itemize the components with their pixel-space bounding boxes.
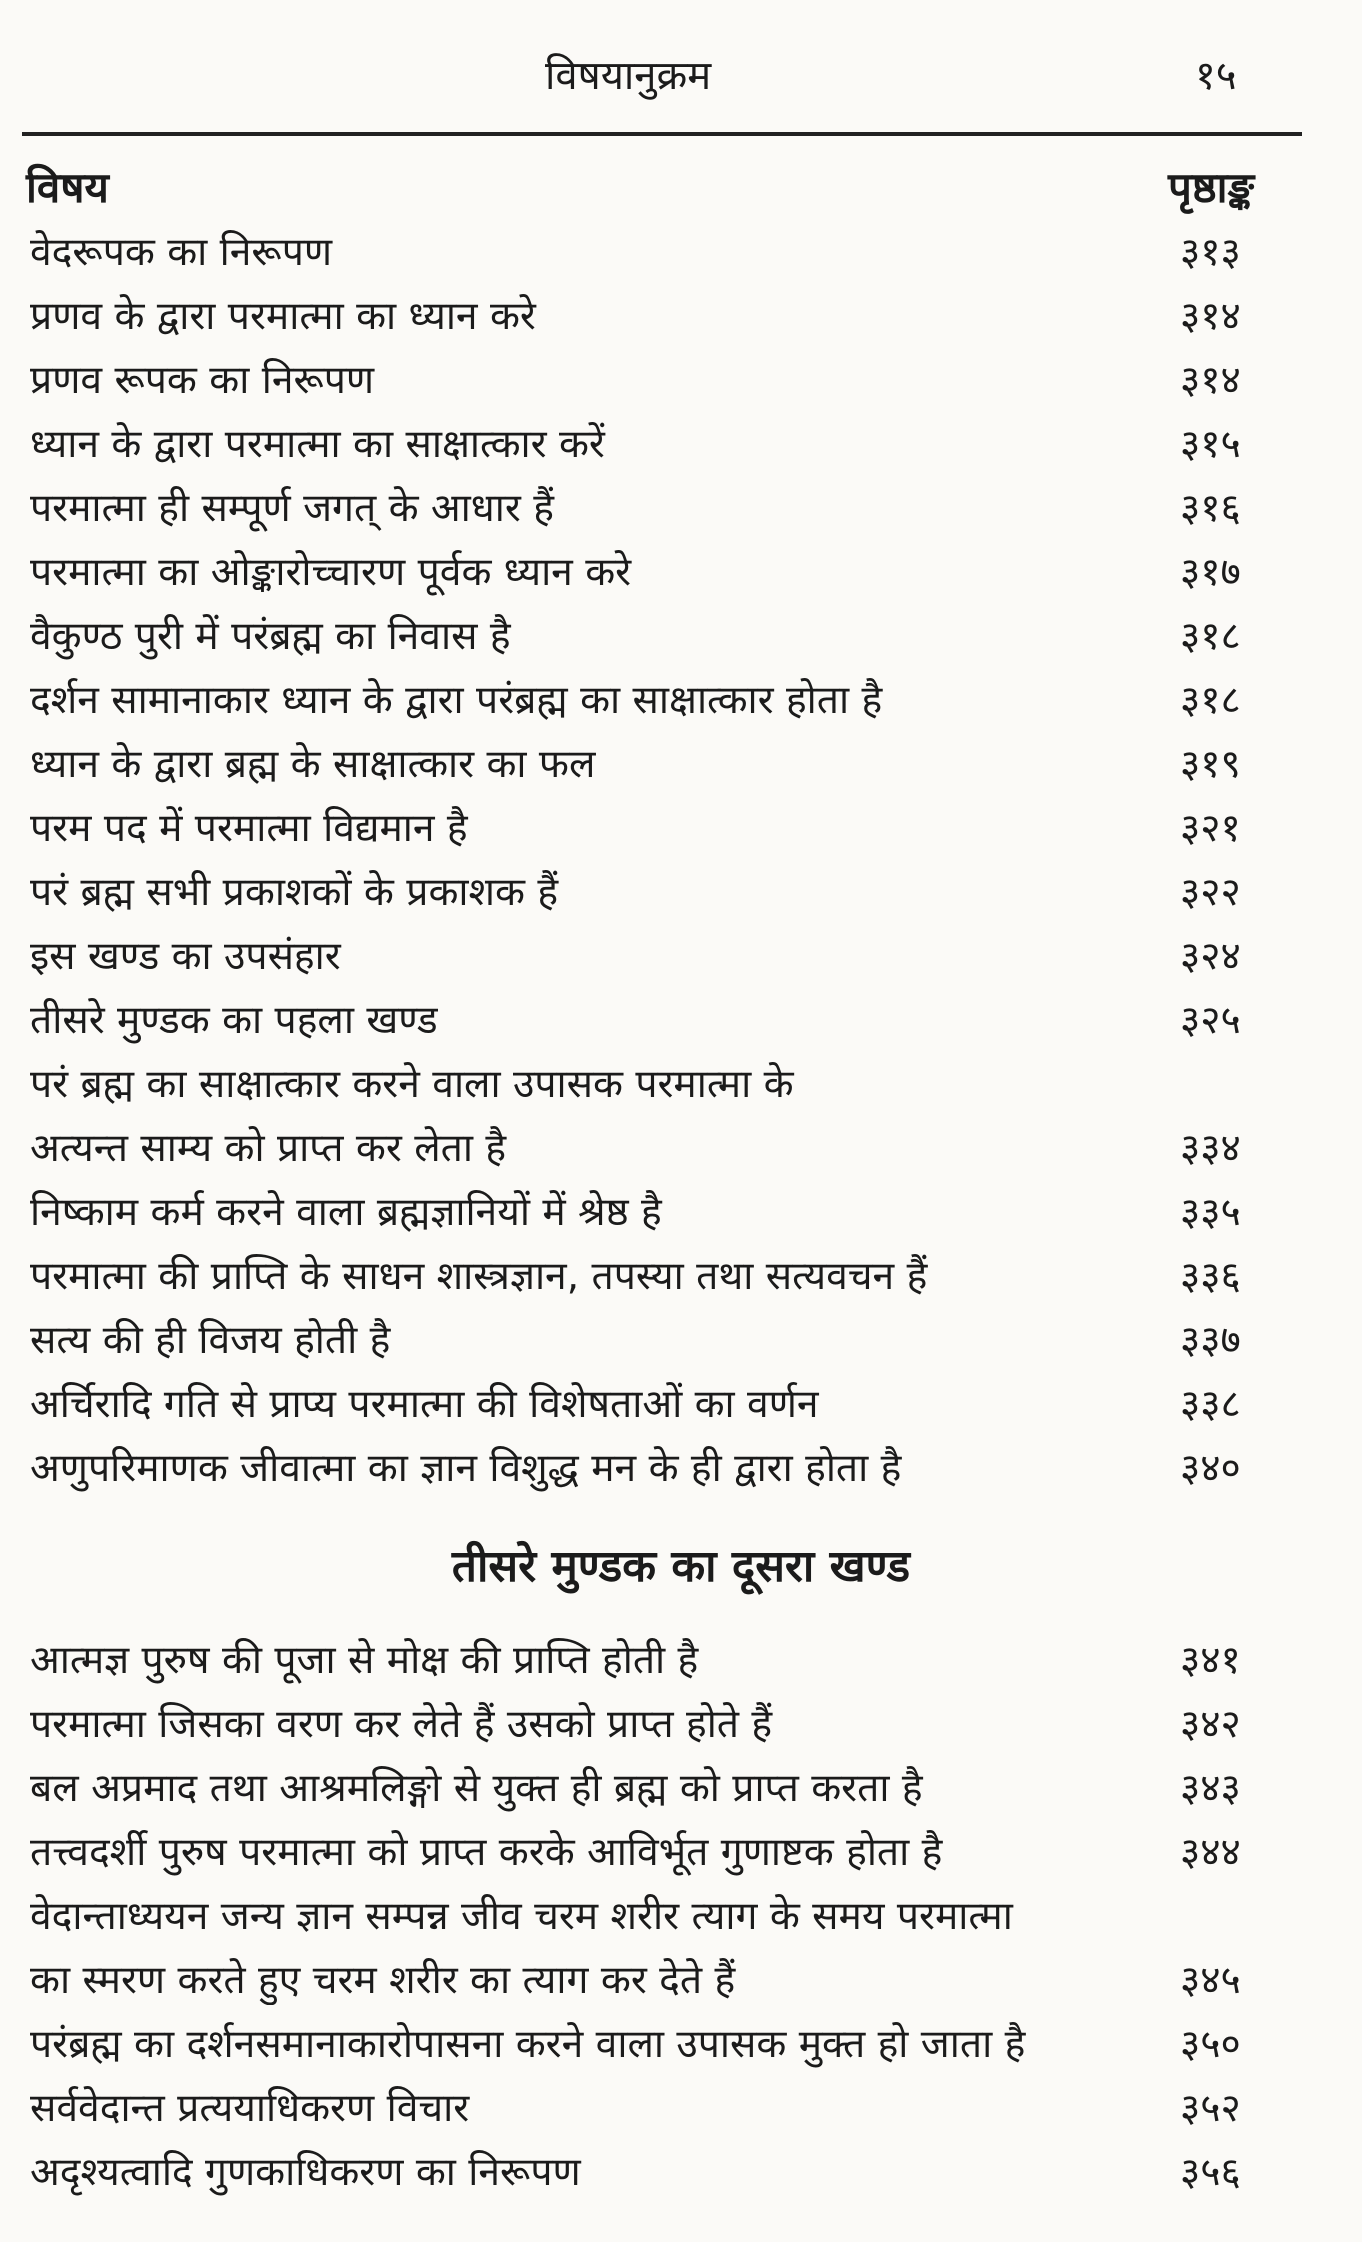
toc-entry-page: ३१७ bbox=[1180, 549, 1241, 595]
toc-entry bbox=[0, 922, 1362, 986]
toc-entry bbox=[0, 730, 1362, 794]
toc-entry-title: प्रणव रूपक का निरूपण bbox=[30, 357, 375, 403]
toc-entry bbox=[0, 2138, 1362, 2202]
toc-entry-page: ३१४ bbox=[1180, 293, 1241, 339]
toc-entry-page: ३२१ bbox=[1180, 805, 1241, 851]
toc-entry bbox=[0, 794, 1362, 858]
toc-entry-page: ३४२ bbox=[1180, 1701, 1241, 1747]
toc-entry bbox=[0, 2010, 1362, 2074]
column-heading-subject: विषय bbox=[26, 163, 109, 212]
toc-entry bbox=[0, 1754, 1362, 1818]
toc-entry bbox=[0, 218, 1362, 282]
toc-entry bbox=[0, 1306, 1362, 1370]
toc-entry-title: वेदरूपक का निरूपण bbox=[30, 229, 333, 275]
toc-entry-page: ३३६ bbox=[1180, 1253, 1241, 1299]
toc-entry bbox=[0, 1178, 1362, 1242]
toc-entry-title: परमात्मा की प्राप्ति के साधन शास्त्रज्ञान, तपस्या तथा सत्यवचन हैं bbox=[30, 1253, 928, 1299]
toc-entry-title: दर्शन सामानाकार ध्यान के द्वारा परंब्रह्म का साक्षात्कार होता है bbox=[30, 677, 883, 723]
toc-entry-page: ३३५ bbox=[1180, 1189, 1241, 1235]
toc-entry-page: ३४० bbox=[1180, 1445, 1241, 1491]
toc-list-first bbox=[0, 218, 1362, 1498]
toc-entry bbox=[0, 666, 1362, 730]
toc-entry-page: ३३८ bbox=[1180, 1381, 1241, 1427]
toc-entry-page: ३२५ bbox=[1180, 997, 1241, 1043]
toc-entry-title: प्रणव के द्वारा परमात्मा का ध्यान करे bbox=[30, 293, 536, 339]
toc-entry bbox=[0, 1626, 1362, 1690]
toc-entry-page: ३१६ bbox=[1180, 485, 1241, 531]
toc-entry-title: अत्यन्त साम्य को प्राप्त कर लेता है bbox=[30, 1125, 507, 1171]
toc-entry bbox=[0, 1818, 1362, 1882]
toc-entry bbox=[0, 1242, 1362, 1306]
section-heading: तीसरे मुण्डक का दूसरा खण्ड bbox=[451, 1541, 911, 1592]
toc-entry-page: ३४१ bbox=[1180, 1637, 1241, 1683]
toc-entry bbox=[0, 1370, 1362, 1434]
toc-entry-title: वेदान्ताध्ययन जन्य ज्ञान सम्पन्न जीव चरम शरीर त्याग के समय परमात्मा bbox=[30, 1893, 1013, 1939]
toc-entry-title: निष्काम कर्म करने वाला ब्रह्मज्ञानियों में श्रेष्ठ है bbox=[30, 1189, 662, 1235]
toc-entry-title: अणुपरिमाणक जीवात्मा का ज्ञान विशुद्ध मन के ही द्वारा होता है bbox=[30, 1445, 902, 1491]
toc-entry bbox=[0, 1882, 1362, 1946]
toc-entry-page: ३५६ bbox=[1180, 2149, 1241, 2195]
toc-entry-page: ३३७ bbox=[1180, 1317, 1241, 1363]
toc-entry-page: ३१८ bbox=[1180, 613, 1241, 659]
toc-entry-title: ध्यान के द्वारा ब्रह्म के साक्षात्कार का फल bbox=[30, 741, 596, 787]
toc-entry-title: सत्य की ही विजय होती है bbox=[30, 1317, 391, 1363]
toc-entry-page: ३१८ bbox=[1180, 677, 1241, 723]
toc-entry bbox=[0, 1114, 1362, 1178]
toc-entry bbox=[0, 410, 1362, 474]
toc-entry bbox=[0, 602, 1362, 666]
toc-entry-page: ३४४ bbox=[1180, 1829, 1241, 1875]
header-rule bbox=[22, 132, 1302, 136]
toc-entry-title: परमात्मा का ओङ्कारोच्चारण पूर्वक ध्यान करे bbox=[30, 549, 632, 595]
toc-entry-title: परं ब्रह्म का साक्षात्कार करने वाला उपासक परमात्मा के bbox=[30, 1061, 794, 1107]
toc-entry-page: ३४३ bbox=[1180, 1765, 1241, 1811]
toc-entry-title: तीसरे मुण्डक का पहला खण्ड bbox=[30, 997, 438, 1043]
toc-entry-title: का स्मरण करते हुए चरम शरीर का त्याग कर देते हैं bbox=[30, 1957, 736, 2003]
toc-entry bbox=[0, 538, 1362, 602]
toc-entry-title: अर्चिरादि गति से प्राप्य परमात्मा की विशेषताओं का वर्णन bbox=[30, 1381, 819, 1427]
toc-entry bbox=[0, 282, 1362, 346]
toc-entry bbox=[0, 474, 1362, 538]
toc-entry-page: ३१९ bbox=[1180, 741, 1241, 787]
toc-entry-title: परं ब्रह्म सभी प्रकाशकों के प्रकाशक हैं bbox=[30, 869, 559, 915]
page-header bbox=[0, 30, 1362, 110]
toc-entry bbox=[0, 1690, 1362, 1754]
toc-entry-page: ३१३ bbox=[1180, 229, 1241, 275]
toc-entry-page: ३२४ bbox=[1180, 933, 1241, 979]
column-heading-page: पृष्ठाङ्क bbox=[1168, 163, 1255, 212]
toc-entry-page: ३५२ bbox=[1180, 2085, 1241, 2131]
running-header-title: विषयानुक्रम bbox=[545, 53, 712, 99]
toc-entry-page: ३५० bbox=[1180, 2021, 1241, 2067]
toc-list-second bbox=[0, 1626, 1362, 2202]
toc-entry-title: तत्त्वदर्शी पुरुष परमात्मा को प्राप्त करके आविर्भूत गुणाष्टक होता है bbox=[30, 1829, 943, 1875]
toc-entry bbox=[0, 986, 1362, 1050]
toc-entry-title: इस खण्ड का उपसंहार bbox=[30, 933, 341, 979]
toc-entry-page: ३१४ bbox=[1180, 357, 1241, 403]
toc-entry-title: परंब्रह्म का दर्शनसमानाकारोपासना करने वाला उपासक मुक्त हो जाता है bbox=[30, 2021, 1026, 2067]
toc-entry bbox=[0, 1434, 1362, 1498]
toc-entry-title: ध्यान के द्वारा परमात्मा का साक्षात्कार करें bbox=[30, 421, 605, 467]
toc-entry-page: ३४५ bbox=[1180, 1957, 1241, 2003]
toc-entry-page: ३२२ bbox=[1180, 869, 1241, 915]
page-number: १५ bbox=[1195, 53, 1237, 99]
toc-entry bbox=[0, 346, 1362, 410]
toc-entry bbox=[0, 2074, 1362, 2138]
toc-entry-title: अदृश्यत्वादि गुणकाधिकरण का निरूपण bbox=[30, 2149, 581, 2195]
toc-entry-title: परमात्मा जिसका वरण कर लेते हैं उसको प्राप्त होते हैं bbox=[30, 1701, 773, 1747]
toc-entry-page: ३३४ bbox=[1180, 1125, 1241, 1171]
toc-entry-title: आत्मज्ञ पुरुष की पूजा से मोक्ष की प्राप्ति होती है bbox=[30, 1637, 699, 1683]
toc-entry-title: परम पद में परमात्मा विद्यमान है bbox=[30, 805, 468, 851]
toc-entry bbox=[0, 1050, 1362, 1114]
toc-entry-title: सर्ववेदान्त प्रत्ययाधिकरण विचार bbox=[30, 2085, 470, 2131]
toc-entry-title: बल अप्रमाद तथा आश्रमलिङ्गो से युक्त ही ब्रह्म को प्राप्त करता है bbox=[30, 1765, 923, 1811]
toc-entry-page: ३१५ bbox=[1180, 421, 1241, 467]
toc-entry-title: परमात्मा ही सम्पूर्ण जगत् के आधार हैं bbox=[30, 485, 554, 531]
toc-entry bbox=[0, 858, 1362, 922]
toc-entry-title: वैकुण्ठ पुरी में परंब्रह्म का निवास है bbox=[30, 613, 511, 659]
toc-entry bbox=[0, 1946, 1362, 2010]
